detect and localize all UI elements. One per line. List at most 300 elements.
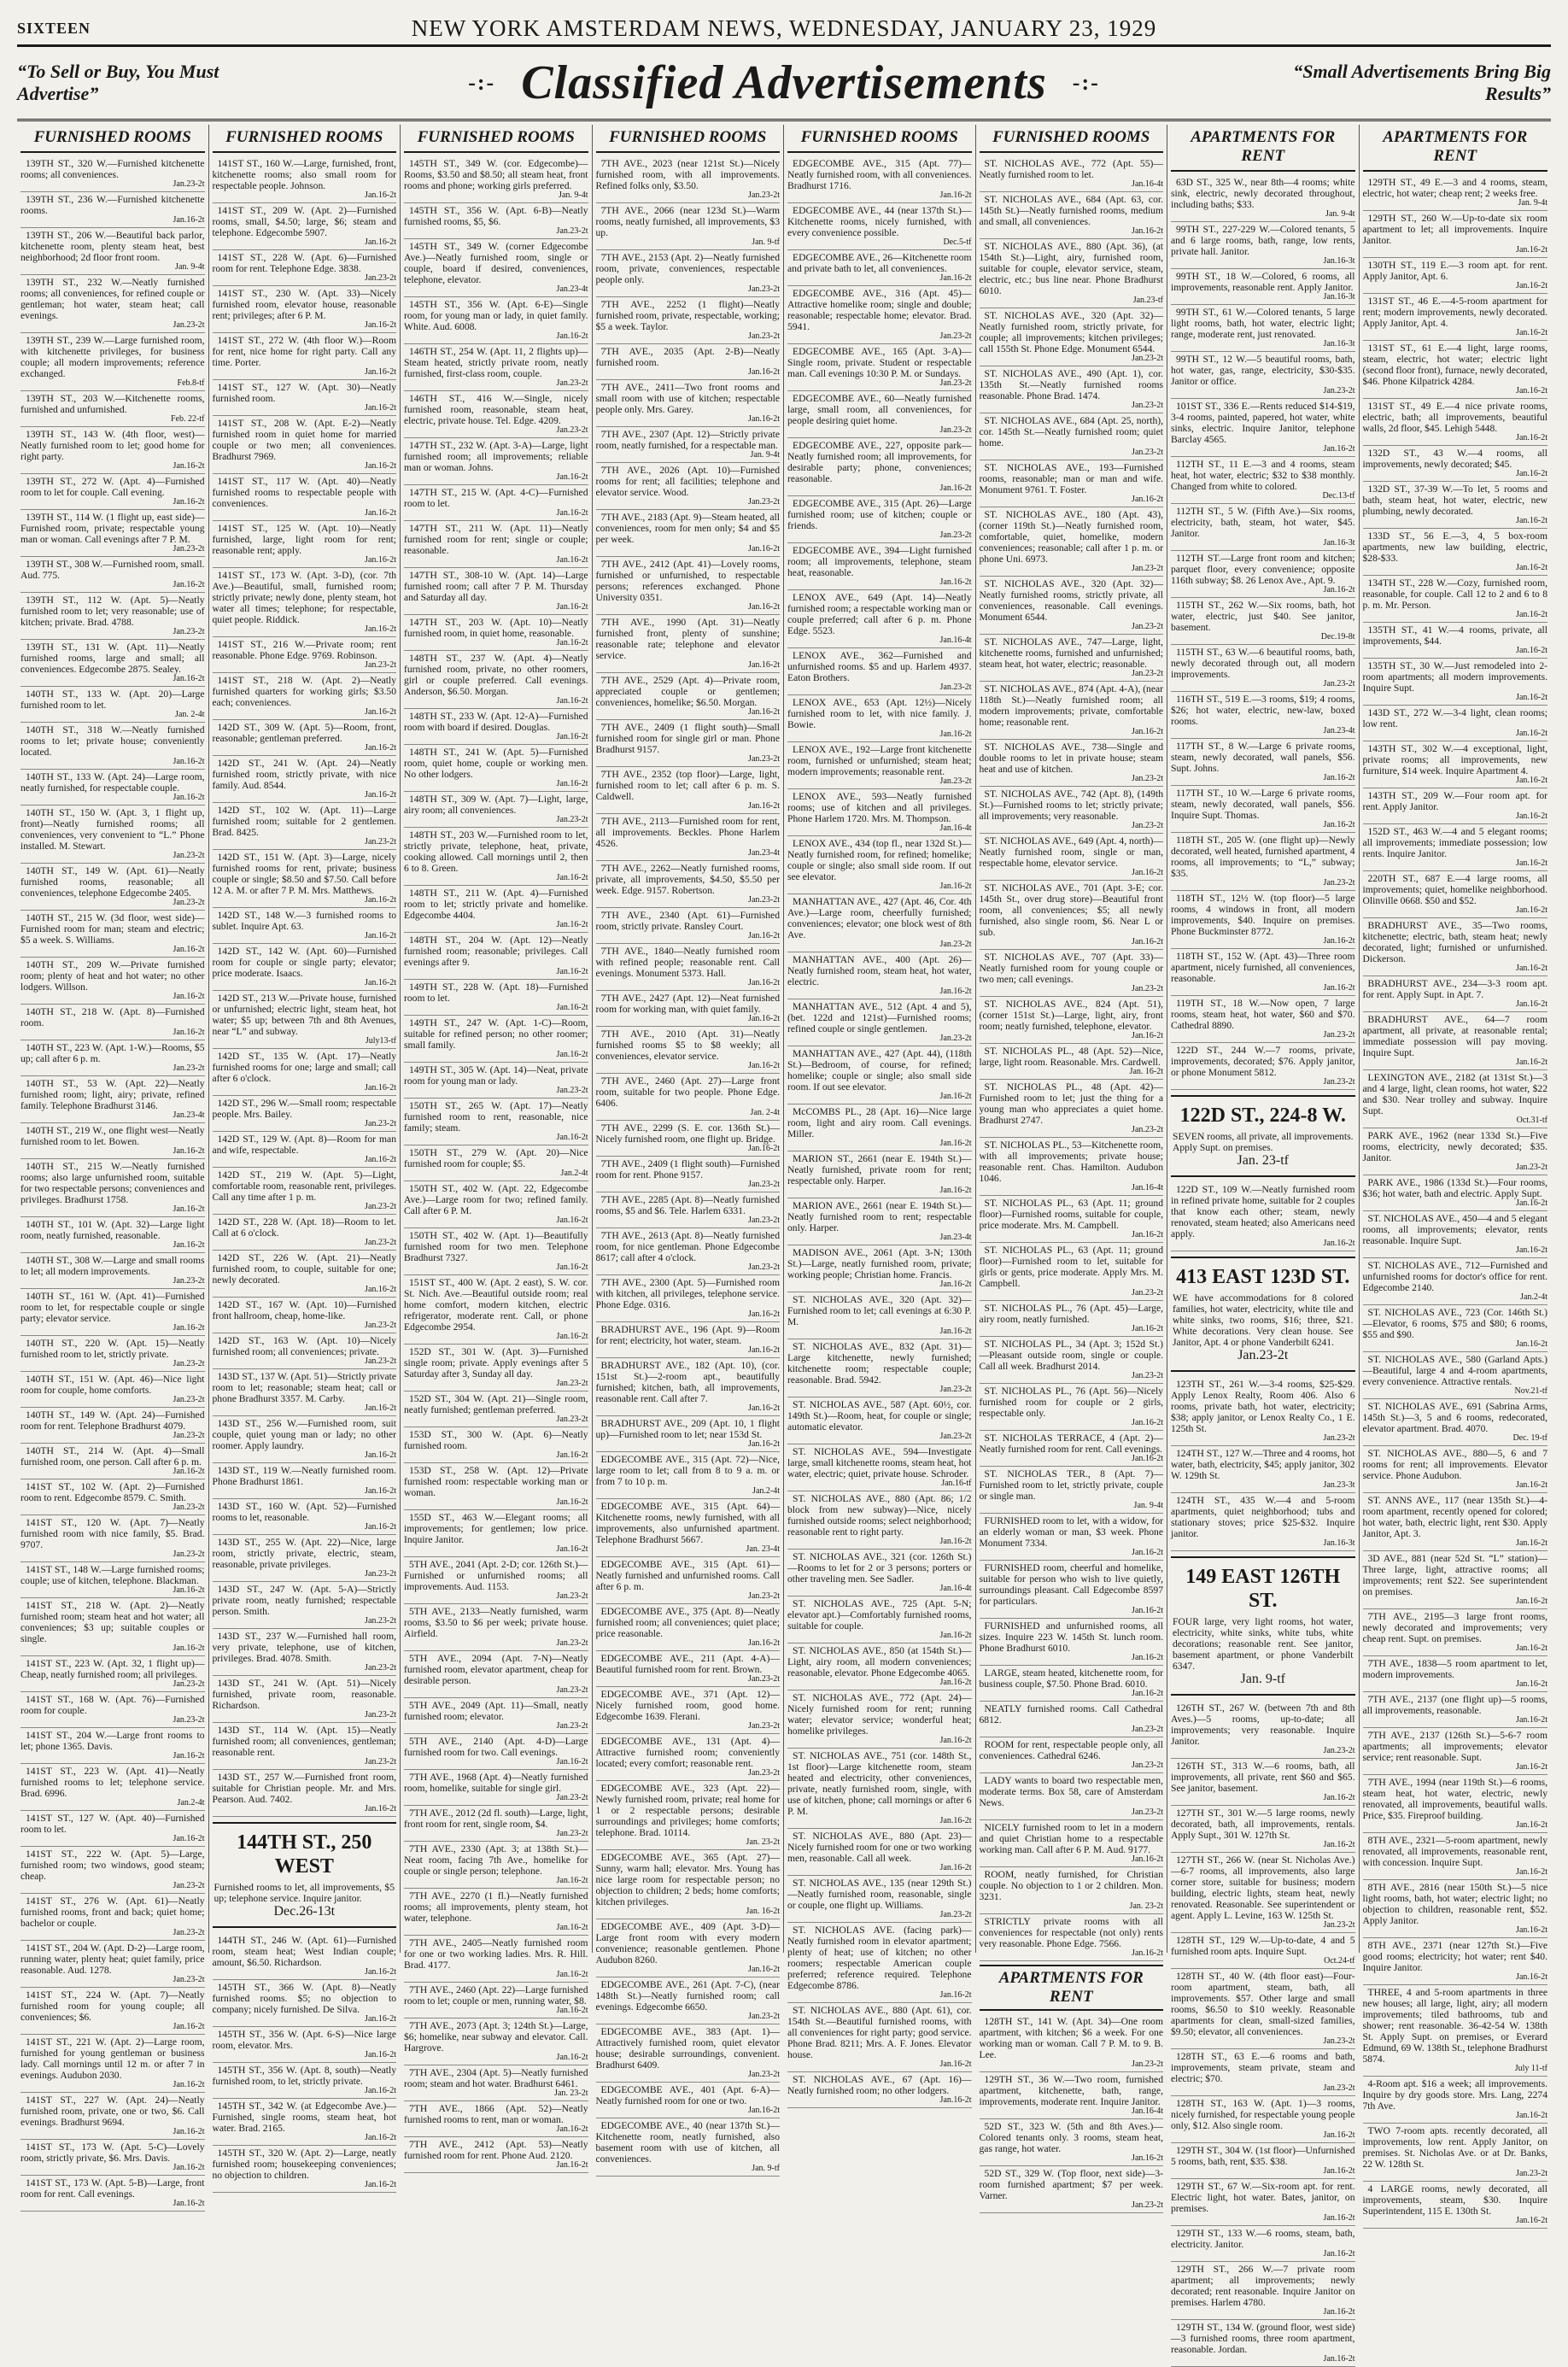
classified-ad (1171, 1377, 1355, 1446)
ad-text: 141ST ST., 276 W. (Apt. 61)—Neatly furnished rooms, front and back; quiet home; bachelor or couple. (20, 1895, 205, 1929)
ad-insertion-code: Jan.16-2t (1323, 820, 1355, 829)
ad-insertion-code: Jan.16-2t (556, 1450, 588, 1460)
classified-ad (1171, 399, 1355, 457)
ad-text: 141ST ST., 228 W. (Apt. 6)—Furnished room for rent. Telephone Edge. 3838. (212, 252, 396, 274)
ad-insertion-code: Jan.23-2t (939, 776, 972, 786)
classified-ad (20, 1217, 205, 1253)
ad-insertion-code: Jan. 9-4t (1325, 209, 1355, 219)
classified-ad (787, 1151, 972, 1198)
ad-insertion-code: Jan.16-2t (173, 1467, 205, 1476)
ad-insertion-code: Jan.16-2t (365, 2133, 396, 2142)
ad-text: MADISON AVE., 2061 (Apt. 3-N; 130th St.)—Large, neatly furnished room, private; working people; Christian home. Francis. (787, 1247, 972, 1280)
ad-text: 140TH ST., 215 W.—Neatly furnished rooms; also large unfurnished room, suitable for two respectable persons; conveniences and privileges. Bradhurst 1758. (20, 1161, 205, 1205)
ad-insertion-code: Jan.16-2t (1132, 1548, 1163, 1557)
classified-ad (596, 767, 781, 814)
ad-insertion-code: Jan.23-3t (1323, 1480, 1355, 1490)
ad-insertion-code: Jan.23-2t (173, 179, 205, 189)
ad-insertion-code: Jan.23-2t (748, 1591, 780, 1601)
classified-ad (1171, 504, 1355, 551)
ad-insertion-code: Jan.16-2t (556, 2006, 588, 2015)
ad-insertion-code: Jan.16-2t (173, 580, 205, 589)
classified-ad (404, 651, 588, 709)
ad-insertion-code: Jan.16-2t (173, 1751, 205, 1761)
classified-ad (980, 1867, 1164, 1914)
classified-ad (404, 2101, 588, 2137)
ad-insertion-code: Jan.16-3t (1323, 538, 1355, 548)
ad-text: 149TH ST., 305 W. (Apt. 14)—Neat, private room for young man or lady. (404, 1064, 588, 1087)
ad-insertion-code: Dec.19-8t (1320, 632, 1355, 642)
ad-insertion-code: Jan.16-2t (556, 638, 588, 647)
ad-insertion-code: Jan.16-tf (941, 1479, 972, 1488)
classified-ad (213, 568, 397, 637)
classified-ad (404, 1510, 588, 1557)
classified-ad (980, 192, 1164, 239)
display-ad-heading: 413 EAST 123D ST. (1176, 1266, 1350, 1288)
classified-ad (980, 1514, 1164, 1561)
ad-text: 7TH AVE., 2299 (S. E. cor. 136th St.)—Nicely furnished room, one flight up. Bridge. (595, 1122, 780, 1145)
classified-ad (20, 391, 205, 427)
ad-insertion-code: Jan.16-2t (939, 483, 972, 493)
column-heading: FURNISHED ROOMS (787, 125, 972, 153)
ad-text: 7TH AVE., 2066 (near 123d St.)—Warm rooms, neatly furnished, all improvements, $3 up. (595, 205, 780, 238)
ad-text: 135TH ST., 41 W.—4 rooms, private, all improvements, $44. (1362, 624, 1548, 647)
classified-ad (596, 203, 781, 250)
ad-insertion-code: Jan.23-2t (1132, 401, 1163, 410)
classified-ad (213, 803, 397, 850)
ad-text: 127TH ST., 301 W.—5 large rooms, newly decorated, bath, all improvements, rentals. Apply Supt., 301 W. 127th St. (1171, 1807, 1355, 1841)
ad-insertion-code: Jan.16-2t (939, 577, 972, 587)
ad-text: 140TH ST., 218 W. (Apt. 8)—Furnished room. (20, 1006, 205, 1028)
classified-ad (213, 1629, 397, 1676)
ad-insertion-code: Jan.23-2t (556, 1086, 588, 1095)
ad-insertion-code: Jan.16-2t (365, 190, 396, 200)
column-heading: FURNISHED ROOMS (20, 125, 205, 153)
classified-ad (787, 286, 972, 344)
ad-text: 8TH AVE., 2371 (near 127th St.)—Five good rooms; electricity; hot water; rent $40. Inquire Janitor. (1362, 1940, 1548, 1973)
ad-text: ST. NICHOLAS PL., 76 (Apt. 56)—Nicely furnished room for couple or 2 girls, respectable only. (979, 1386, 1163, 1419)
ad-text: 140TH ST., 149 W. (Apt. 24)—Furnished room for rent. Telephone Bradhurst 4079. (20, 1409, 205, 1432)
classified-ad (787, 894, 972, 952)
ad-text: LARGE, steam heated, kitchenette room, for business couple, $7.50. Phone Brad. 6010. (979, 1667, 1163, 1690)
ad-column (17, 125, 209, 2208)
classified-ad (787, 2003, 972, 2072)
ad-text: ST. NICHOLAS PL., 63 (Apt. 11; ground floor)—Furnished room to let, suitable for girls or gents, price moderate. Apply Mrs. M. Campbell. (979, 1245, 1163, 1289)
classified-ad (596, 2083, 781, 2118)
ad-insertion-code: Jan. 23-2t (1129, 1901, 1163, 1911)
classified-ad (404, 1842, 588, 1889)
ad-insertion-code: Jan.23-2t (365, 1321, 396, 1330)
ad-text: BRADHURST AVE., 64—7 room apartment, all private, at reasonable rental; immediate possession will pay moving. Inquire Supt. (1362, 1014, 1548, 1058)
display-ad (1171, 1257, 1355, 1372)
classified-ad (787, 156, 972, 203)
ad-insertion-code: Jan.16-2t (1516, 245, 1548, 255)
ad-insertion-code: Jan.16-2t (1132, 727, 1163, 736)
classified-ad (213, 1333, 397, 1369)
classified-ad (1171, 1853, 1355, 1933)
classified-ad (596, 344, 781, 380)
ad-insertion-code: Jan.16-2t (939, 1327, 972, 1336)
ad-insertion-code: Jan.16-2t (556, 2053, 588, 2062)
ad-text: LENOX AVE., 653 (Apt. 12½)—Nicely furnished room to let, with nice family. J. Bowie. (787, 697, 972, 730)
ad-column (593, 125, 785, 2173)
ad-text: 143D ST., 137 W. (Apt. 51)—Strictly private room to let; reasonable; steam heat; call or phone Bradhurst 3357. M. Carby. (212, 1371, 396, 1404)
classified-ad (213, 908, 397, 944)
classified-ad (1363, 1609, 1548, 1656)
ad-text: 150TH ST., 279 W. (Apt. 20)—Nice furnished room for couple; $5. (404, 1147, 588, 1169)
ad-text: 143D ST., 241 W. (Apt. 51)—Nicely furnished, private room, reasonable. Richardson. (212, 1678, 396, 1711)
classified-ad (213, 416, 397, 474)
ad-insertion-code: Jan.16-4t (939, 1584, 972, 1593)
ad-column (1167, 125, 1360, 2364)
ad-insertion-code: Feb.8-tf (177, 378, 205, 388)
ad-text: 124TH ST., 435 W.—4 and 5-room apartments, quiet neighborhood; tubs and stationary stoves; price $25-$32. Inquire janitor. (1171, 1495, 1355, 1539)
ad-insertion-code: Jan.16-2t (748, 1439, 780, 1449)
classified-ad (1171, 551, 1355, 598)
ad-insertion-code: Jan.23-2t (365, 660, 396, 670)
classified-ad (1363, 659, 1548, 706)
ad-insertion-code: Jan.16-2t (939, 1990, 972, 2000)
classified-ad (20, 1159, 205, 1217)
ad-text: 153D ST., 258 W. (Apt. 12)—Private furnished room: respectable working man or woman. (404, 1465, 588, 1498)
ad-text: EDGECOMBE AVE., 211 (Apt. 4-A)—Beautiful furnished room for rent. Brown. (595, 1653, 780, 1675)
classified-ad (980, 1243, 1164, 1301)
classified-ad (404, 1770, 588, 1806)
classified-ad (1363, 1775, 1548, 1833)
ad-text: 140TH ST., 133 W. (Apt. 24)—Large room, neatly furnished, for respectable couple. (20, 771, 205, 794)
ad-text: ST. NICHOLAS AVE., 701 (Apt. 3-E; cor. 145th St., over drug store)—Beautiful front room, all conveniences; $5; all newly furnished, also single room, $6. Near L or sub. (979, 882, 1163, 938)
ad-text: 145TH ST., 349 W. (corner Edgecombe Ave.)—Neatly furnished room, single or couple, board if desired, conveniences, telephone, elevator. (404, 241, 588, 285)
ad-insertion-code: Jan.16-2t (365, 461, 396, 471)
ad-text: 7TH AVE., 2460 (Apt. 22)—Large furnished room to let; couple or men, running water, $8. (404, 1984, 588, 2007)
classified-ad (980, 1467, 1164, 1514)
classified-ad (404, 2065, 588, 2101)
ad-text: McCOMBS PL., 28 (Apt. 16)—Nice large room, light and airy room. Call evenings. Miller. (787, 1106, 972, 1140)
classified-ad (596, 1499, 781, 1557)
ad-text: EDGECOMBE AVE., 315 (Apt. 72)—Nice, large room to let; call from 8 to 9 a. m. or from 7 to 10 p. m. (595, 1454, 780, 1487)
ad-text: 7TH AVE., 2460 (Apt. 27)—Large front room, suitable for two people. Phone Edge. 6406. (595, 1075, 780, 1109)
ad-insertion-code: Jan.16-2t (365, 1967, 396, 1977)
ad-text: 142D ST., 241 W. (Apt. 24)—Neatly furnished room, strictly private, with nice family. Aud. 8544. (212, 758, 396, 791)
ad-text: 141ST ST., 127 W. (Apt. 30)—Neatly furnished room. (212, 382, 396, 404)
ad-insertion-code: Jan.16-2t (748, 1638, 780, 1648)
ad-insertion-code: Jan. 9-4t (1518, 198, 1548, 208)
ad-text: 141ST ST., 223 W. (Apt. 32, 1 flight up)—Cheap, neatly furnished room; all privileges. (20, 1658, 205, 1680)
ad-text: 143TH ST., 302 W.—4 exceptional, light, private rooms; all improvements, new furniture, $14 week. Inquire Apartment 4. (1362, 743, 1548, 776)
classified-ad (20, 474, 205, 510)
ad-insertion-code: Jan.16-2t (1516, 563, 1548, 572)
ad-text: 148TH ST., 233 W. (Apt. 12-A)—Furnished room with board if desired. Douglas. (404, 711, 588, 733)
classified-ad (213, 380, 397, 416)
classified-ad (1363, 1128, 1548, 1175)
ad-insertion-code: Jan.16-2t (939, 1631, 972, 1640)
classified-ad (20, 333, 205, 391)
classified-ad (1171, 1759, 1355, 1806)
ad-insertion-code: Jan.16-2t (556, 1970, 588, 1979)
ad-text: 140TH ST., 101 W. (Apt. 32)—Large light room, neatly furnished, reasonable. (20, 1219, 205, 1241)
ad-text: LADY wants to board two respectable men, moderate terms. Box 58, care of Amsterdam News. (979, 1775, 1163, 1808)
ad-text: EDGECOMBE AVE., 315 (Apt. 61)—Neatly furnished and unfurnished rooms. Call after 6 p. m. (595, 1559, 780, 1592)
ad-insertion-code: Jan.23-2t (748, 2012, 780, 2021)
classified-ad (213, 1933, 397, 1980)
ad-text: EDGECOMBE AVE., 315 (Apt. 64)—Kitchenette rooms, newly furnished, with all improvements, also unfurnished apartment. Telephone Bradhurst 5667. (595, 1501, 780, 1545)
ad-text: 101ST ST., 336 E.—Rents reduced $14-$19, 3-4 rooms, painted, papered, hot water, white sinks, electric. Inquire Janitor, telephone Barclay 4565. (1171, 401, 1355, 445)
ad-insertion-code: Jan.16-2t (365, 2050, 396, 2059)
ad-insertion-code: Jan.2-4t (177, 1798, 205, 1807)
ad-insertion-code: Jan.23-2t (748, 190, 780, 200)
ad-text: 127TH ST., 266 W. (near St. Nicholas Ave.)—6-7 rooms, all improvements, also large corner store, suitable for business; modern building, electric lights, steam heat, newly renovated. Reasonable. See superintendent or agent. Apply L. Levine, 163 W. 125th St. (1171, 1854, 1355, 1921)
ad-text: 141ST ST., 208 W. (Apt. E-2)—Neatly furnished room in quiet home for married couple or two men; all conveniences. Bradhurst 7969. (212, 418, 396, 462)
ad-insertion-code: Jan.23-2t (365, 1757, 396, 1766)
ad-text: 141ST ST., 120 W. (Apt. 7)—Neatly furnished room with nice family, $5. Brad. 9707. (20, 1517, 205, 1550)
ad-text: 140TH ST., 133 W. (Apt. 20)—Large furnished room to let. (20, 688, 205, 711)
ad-text: 139TH ST., 206 W.—Beautiful back parlor, kitchenette room, plenty steam heat, best neighborhood; 2d floor front room. (20, 230, 205, 263)
ad-text: 5TH AVE., 2133—Neatly furnished, warm rooms, $3.50 to $6 per week; private house. Airfield. (404, 1606, 588, 1639)
classified-ad (20, 1562, 205, 1598)
ad-text: EDGECOMBE AVE., 227, opposite park—Neatly furnished room; all improvements, for desirable party; phone, conveniences; reasonable. (787, 440, 972, 484)
classified-ad (20, 723, 205, 770)
ad-text: MANHATTAN AVE., 427 (Apt. 46, Cor. 4th Ave.)—Large room, cheerfully furnished; conveniences; elevator; one block west of 8th Ave. (787, 896, 972, 940)
ad-insertion-code: Jan.16-2t (1132, 226, 1163, 236)
ad-insertion-code: Jan.16-2t (939, 1537, 972, 1546)
display-ad (213, 1822, 397, 1928)
classified-banner (17, 47, 1551, 121)
classified-ad (404, 1983, 588, 2018)
ad-text: 150TH ST., 402 W. (Apt. 1)—Beautifully furnished room for two men. Telephone Bradhurst 7327. (404, 1230, 588, 1263)
classified-ad (596, 1651, 781, 1687)
ad-text: ST. NICHOLAS AVE., 751 (cor. 148th St., 1st floor)—Large kitchenette room, steam heated and electricity, other conveniences, private, neatly furnished room, single, with use of kitchen, phone; call mornings or after 6 P. M. (787, 1750, 972, 1817)
classified-ad (1171, 1933, 1355, 1969)
classified-ad (213, 156, 397, 203)
classified-ad (980, 635, 1164, 682)
page-number: SIXTEEN (17, 19, 91, 37)
classified-ad (213, 1215, 397, 1251)
ad-insertion-code: Jan.16-2t (173, 215, 205, 225)
ad-text: 142D ST., 129 W. (Apt. 8)—Room for man and wife, respectable. (212, 1134, 396, 1156)
ad-insertion-code: Jan.16-2t (1323, 2307, 1355, 2317)
classified-ad (20, 1372, 205, 1408)
ad-text: BRADHURST AVE., 182 (Apt. 10), (cor. 151st St.)—2-room apt., beautifully furnished; kitchen, bath, all improvements, reasonable rent. Call after 7. (595, 1360, 780, 1404)
ad-insertion-code: Jan.23-2t (1132, 2200, 1163, 2210)
classified-ad (404, 1391, 588, 1427)
classified-ad (1363, 1352, 1548, 1399)
ad-insertion-code: Jan.16-2t (173, 1834, 205, 1843)
classified-ad (1363, 1880, 1548, 1938)
classified-ad (980, 2119, 1164, 2166)
column-heading: FURNISHED ROOMS (213, 125, 397, 153)
ad-text: ST. NICHOLAS AVE., 707 (Apt. 33)—Neatly furnished room for young couple or two men; call evenings. (979, 952, 1163, 985)
classified-ad (1171, 2179, 1355, 2226)
ad-insertion-code: Jan.16-2t (556, 1757, 588, 1766)
ad-insertion-code: Jan. 9-4t (559, 190, 588, 200)
classified-ad (213, 1132, 397, 1168)
classified-ad (787, 391, 972, 438)
ad-insertion-code: Jan.16-2t (365, 1403, 396, 1413)
classified-ad (213, 720, 397, 756)
ad-insertion-code: Jan.23-4t (939, 1233, 972, 1242)
ad-text: 140TH ST., 214 W. (Apt. 4)—Small furnished room, one person. Call after 6 p. m. (20, 1445, 205, 1468)
ad-insertion-code: Jan.16-2t (173, 2199, 205, 2208)
ad-text: 142D ST., 102 W. (Apt. 11)—Large furnished room; suitable for 2 gentlemen. Brad. 8425. (212, 805, 396, 838)
ad-insertion-code: Jan.16-2t (365, 1155, 396, 1164)
ad-text: FURNISHED room to let, with a widow, for an elderly woman or man, $3 week. Phone Monument 7334. (979, 1515, 1163, 1549)
ad-text: MARION AVE., 2661 (near E. 194th St.)—Neatly furnished room to rent; respectable only. Harper. (787, 1200, 972, 1233)
ad-insertion-code: Jan.16-2t (1516, 469, 1548, 478)
ad-insertion-code: Jan.23-2t (556, 1721, 588, 1731)
ad-text: EDGECOMBE AVE., 409 (Apt. 3-D)—Large front room with every modern convenience; reasonable gentlemen. Phone Audubon 8260. (595, 1921, 780, 1966)
classified-ad (1171, 222, 1355, 269)
ad-insertion-code: Jan.16-2t (173, 1028, 205, 1037)
ad-text: ST. NICHOLAS AVE., 587 (Apt. 60½, cor. 149th St.)—Room, heat, for couple or single; automatic elevator. (787, 1399, 972, 1433)
ad-text: ST. NICHOLAS AVE., 320 (Apt. 32)—Neatly furnished room, strictly private, for couple; all improvements; kitchen privileges; call 155th St. Phone Edge. Monument 6544. (979, 310, 1163, 354)
classified-ad (1171, 2096, 1355, 2143)
classified-ad (20, 275, 205, 333)
ad-insertion-code: Jan.16-2t (365, 2014, 396, 2024)
ad-text: EDGECOMBE AVE., 261 (Apt. 7-C), (near 148th St.)—Neatly furnished room; call evenings. Edgecombe 6650. (595, 1979, 780, 2013)
ad-insertion-code: Jan.23-2t (939, 683, 972, 692)
classified-ad (596, 463, 781, 510)
ad-text: EDGECOMBE AVE., 371 (Apt. 12)—Nicely furnished room, good home. Edgecombe 1639. Flerani. (595, 1689, 780, 1722)
ad-text: THREE, 4 and 5-room apartments in three new houses; all large, light, airy; all modern improvements; tiled bathrooms, tub and shower; rent reasonable. 36-42-54 W. 138th St. Apply Supt. on premises, or Everard Edmund, 69 W. 138th St., telephone Bradhurst 5874. (1362, 1987, 1548, 2065)
classified-ad (1171, 1043, 1355, 1090)
ad-insertion-code: Jan.16-2t (365, 2180, 396, 2189)
ad-text: 115TH ST., 63 W.—6 beautiful rooms, bath, newly decorated through out, all modern improvements. (1171, 647, 1355, 680)
ad-text: 141ST ST., 221 W. (Apt. 2)—Large room, furnished for young gentleman or business lady. Call mornings until 12 m. or after 7 in evenings. Audubon 2030. (20, 2036, 205, 2081)
ad-insertion-code: Jan.16-2t (365, 895, 396, 905)
ad-insertion-code: Jan.23-2t (556, 815, 588, 824)
ad-text: 63D ST., 325 W., near 8th—4 rooms; white sink, electric, newly decorated throughout, including baths; $33. (1171, 177, 1355, 210)
classified-ad (596, 1074, 781, 1121)
classified-ad (404, 344, 588, 391)
ad-text: ST. NICHOLAS AVE., 742 (Apt. 8), (149th St.)—Furnished rooms to let; strictly private; all improvements; very reasonable. (979, 788, 1163, 822)
classified-ad (596, 510, 781, 557)
ad-text: EDGECOMBE AVE., 316 (Apt. 45)—Attractive homelike room; single and double; reasonable; respectable home; elevator. Brad. 5941. (787, 288, 972, 332)
ad-insertion-code: Jan.16-2t (1132, 495, 1163, 504)
ad-text: ST. NICHOLAS AVE., 880 (Apt. 61), cor. 154th St.—Beautiful furnished rooms, with all conveniences for right party; good service. Phone Brad. 8211; Mrs. A. F. Jones. Elevator house. (787, 2005, 972, 2060)
classified-ad (1363, 741, 1548, 788)
classified-ad (980, 1737, 1164, 1773)
ad-insertion-code: Jan.16-2t (939, 1092, 972, 1101)
ad-insertion-code: Jan.23-2t (748, 895, 780, 905)
ad-insertion-code: Feb. 22-tf (171, 414, 205, 424)
classified-ad (596, 1228, 781, 1275)
ad-text: 140TH ST., 149 W. (Apt. 61)—Neatly furnished rooms, reasonable; all conveniences, telephone Edgecombe 2405. (20, 865, 205, 899)
ad-insertion-code: Jan.2-4t (560, 1169, 588, 1178)
classified-ad (404, 792, 588, 828)
ad-insertion-code: Jan.16-2t (1132, 1031, 1163, 1040)
ad-insertion-code: Jan.16-2t (1516, 1925, 1548, 1935)
ad-text: ST. NICHOLAS AVE., 824 (Apt. 51), (corner 151st St.)—Large, light, airy, front room; neatly furnished, telephone, elevator. (979, 999, 1163, 1032)
ad-text: 52D ST., 329 W. (Top floor, next side)—3-room furnished apartment; $7 per week. Varner. (979, 2168, 1163, 2201)
ad-text: 140TH ST., 161 W. (Apt. 41)—Furnished room to let, for respectable couple or single party; elevator service. (20, 1291, 205, 1324)
classified-ad (404, 1099, 588, 1145)
ad-insertion-code: Jan.16-2t (939, 1186, 972, 1195)
ad-insertion-code: Jan. 9-tf (752, 237, 780, 247)
ad-insertion-code: Jan.23-2t (556, 1415, 588, 1424)
ad-text: 141ST ST., 223 W. (Apt. 41)—Neatly furnished rooms to let; telephone service. Brad. 6996. (20, 1766, 205, 1799)
classified-ad (1171, 949, 1355, 996)
ad-text: 155D ST., 463 W.—Elegant rooms; all improvements; for gentlemen; low price. Inquire Janitor. (404, 1512, 588, 1545)
ad-text: 145TH ST., 356 W. (Apt. 8, south)—Neatly furnished room, to let, strictly private. (212, 2065, 396, 2087)
ad-text: 7TH AVE., 1990 (Apt. 31)—Neatly furnished front, plenty of sunshine; reasonable rate; telephone and elevator service. (595, 617, 780, 661)
ad-text: 7TH AVE., 2153 (Apt. 2)—Neatly furnished room, private, conveniences, respectable people only. (595, 252, 780, 285)
ad-text: 7TH AVE., 2113—Furnished room for rent, all improvements. Beckles. Phone Harlem 4526. (595, 816, 780, 849)
ad-text: 7TH AVE., 1866 (Apt. 52)—Neatly furnished rooms to rent, man or woman. (404, 2103, 588, 2125)
ad-insertion-code: Jan.23-2t (748, 754, 780, 764)
classified-ad (1363, 1493, 1548, 1551)
ad-text: ST. NICHOLAS AVE., 67 (Apt. 16)—Neatly furnished room; no other lodgers. (787, 2074, 972, 2096)
slogan-left: “To Sell or Buy, You Must Advertise” (17, 61, 219, 104)
ad-insertion-code: Jan.23-2t (748, 1263, 780, 1272)
classified-ad (20, 1692, 205, 1728)
ad-insertion-code: Jan.16-2t (748, 367, 780, 377)
ad-text: 131ST ST., 46 E.—4-5-room apartment for rent; modern improvements, newly decorated. Apply Janitor, Apt. 4. (1362, 296, 1548, 329)
ad-insertion-code: Jan.23-2t (556, 425, 588, 435)
ad-text: 7TH AVE., 2409 (1 flight south)—Small furnished room for single girl or man. Phone Bradhurst 9157. (595, 722, 780, 755)
classified-ad (787, 1339, 972, 1397)
ad-text: NICELY furnished room to let in a modern and quiet Christian home to a respectable working man. Call after 6 P. M. Aud. 9177. (979, 1822, 1163, 1855)
ad-text: 112TH ST.—Large front room and kitchen; parquet floor, every convenience; opposite 116th subway; $8. 26 Lenox Ave., Apt. 9. (1171, 553, 1355, 586)
ad-insertion-code: Jan.23-2t (556, 226, 588, 236)
ad-text: ST. NICHOLAS AVE., 180 (Apt. 43), (corner 119th St.)—Neatly furnished room, comfortable, quiet, homelike, modern conveniences; reasonable; call after 1 p. m. or phone Uni. 6973. (979, 509, 1163, 565)
ad-text: 7TH AVE., 2023 (near 121st St.)—Nicely furnished room, with all improvements. Refined folks only, $3.50. (595, 158, 780, 191)
ad-text: LENOX AVE., 593—Neatly furnished rooms; use of kitchen and all privileges. Phone Harlem 1720. Mrs. M. Thompson. (787, 791, 972, 824)
ad-text: 139TH ST., 143 W. (4th floor, west)—Neatly furnished room to let; good home for right party. (20, 429, 205, 462)
ad-insertion-code: Jan.16-2t (1323, 2354, 1355, 2364)
classified-ad (1363, 2182, 1548, 2229)
ad-insertion-code: Jan.16-2t (173, 1240, 205, 1250)
classified-ad (787, 1444, 972, 1491)
ad-insertion-code: Jan.23-2t (173, 1359, 205, 1368)
classified-ad (596, 156, 781, 203)
classified-ad (787, 1597, 972, 1643)
ad-insertion-code: Jan.23-2t (173, 1679, 205, 1689)
ad-insertion-code: Jan.16-2t (939, 2059, 972, 2069)
ad-text: 7TH AVE., 2300 (Apt. 5)—Furnished room with kitchen, all privileges, telephone service. Phone Edge. 0316. (595, 1277, 780, 1310)
classified-ad (980, 2072, 1164, 2119)
display-ad-heading: 149 EAST 126TH ST. (1185, 1566, 1341, 1612)
ad-insertion-code: Jan. 23-2t (554, 2089, 588, 2098)
ad-insertion-code: Jan.23-2t (1323, 2036, 1355, 2046)
ad-insertion-code: Jan.16-2t (556, 920, 588, 929)
classified-ad (1363, 175, 1548, 211)
ad-text: 7TH AVE., 2137 (one flight up)—5 rooms, all improvements, reasonable. (1362, 1694, 1548, 1716)
ad-insertion-code: Oct.24-tf (1324, 1956, 1355, 1966)
ad-insertion-code: Jan.16-2t (556, 732, 588, 741)
classified-ad (404, 2018, 588, 2065)
ad-text: 143D ST., 160 W. (Apt. 52)—Furnished rooms to let, reasonable. (212, 1501, 396, 1523)
ad-insertion-code: Jan. 9-4t (750, 450, 780, 460)
ad-text: ST. NICHOLAS TER., 8 (Apt. 7)—Furnished room to let, strictly private, couple or single man. (979, 1468, 1163, 1502)
ad-insertion-code: Jan.16-2t (365, 1285, 396, 1294)
classified-ad (20, 687, 205, 723)
classified-ad (1171, 891, 1355, 949)
ad-text: 141ST ST., 117 W. (Apt. 40)—Neatly furnished rooms to respectable people with conveniences. (212, 476, 396, 509)
ad-text: 142D ST., 151 W. (Apt. 3)—Large, nicely furnished rooms for rent, private; business couple or single; $8.50 and $7.50. Call before 12 A. M. or after 7 P. M. Mrs. Matthews. (212, 852, 396, 896)
ad-text: 141ST ST., 222 W. (Apt. 5)—Large, furnished room; two windows, good steam; cheap. (20, 1848, 205, 1882)
ad-text: 7TH AVE., 2010 (Apt. 31)—Neatly furnished rooms $5 to $8 weekly; all conveniences, elevator service. (595, 1028, 780, 1062)
ad-text: ST. NICHOLAS PL., 34 (Apt. 3; 152d St.)—Pleasant outside room, single or couple. Call all week. Bradhurst 2014. (979, 1339, 1163, 1372)
ad-text: 122D ST., 244 W.—7 rooms, private, improvements, decorated; $76. Apply janitor, or phone Monument 5812. (1171, 1045, 1355, 1078)
ad-text: 147TH ST., 232 W. (Apt. 3-A)—Large, light furnished room; all improvements; reliable man or woman. Johns. (404, 440, 588, 473)
classified-ad (596, 1275, 781, 1322)
ad-text: 140TH ST., 151 W. (Apt. 46)—Nice light room for couple, home comforts. (20, 1374, 205, 1396)
classified-ad (404, 438, 588, 485)
classified-ad (213, 2063, 397, 2099)
display-ad (1171, 1095, 1355, 1177)
ad-insertion-code: Jan.23-4t (173, 1110, 205, 1120)
classified-ad (596, 250, 781, 297)
ad-insertion-code: Jan.16-2t (556, 1876, 588, 1885)
